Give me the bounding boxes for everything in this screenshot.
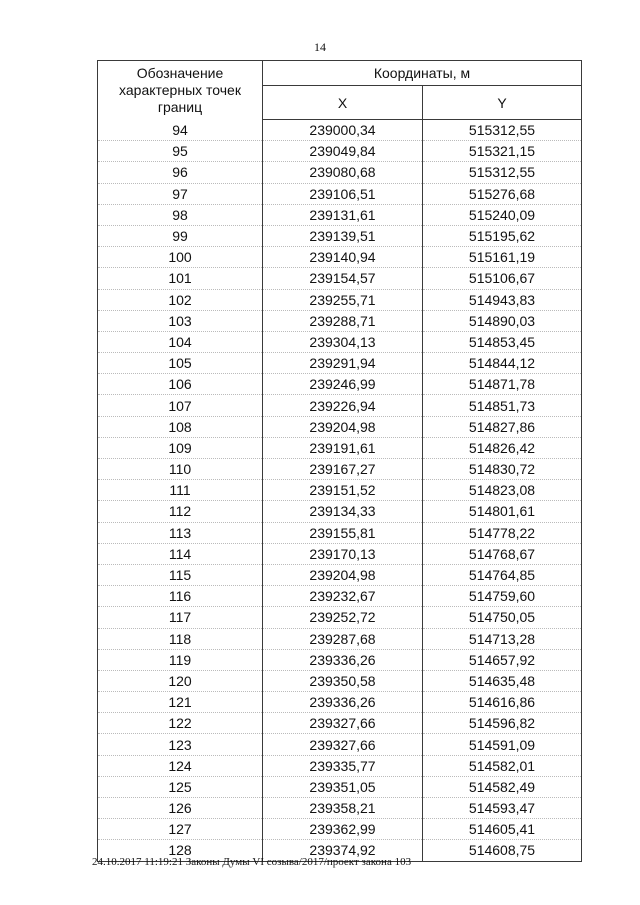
y-cell: 514826,42 — [423, 437, 582, 458]
table-row — [98, 501, 582, 522]
point-cell: 110 — [98, 459, 263, 480]
table-row — [98, 353, 582, 374]
x-cell: 239252,72 — [263, 607, 423, 628]
point-cell: 115 — [98, 564, 263, 585]
table-row — [98, 437, 582, 458]
header-coordinates: Координаты, м — [263, 61, 582, 86]
table-row — [98, 713, 582, 734]
x-cell: 239327,66 — [263, 713, 423, 734]
table-body — [98, 120, 582, 862]
x-cell: 239288,71 — [263, 310, 423, 331]
x-cell: 239336,26 — [263, 649, 423, 670]
table-row — [98, 310, 582, 331]
y-cell: 514823,08 — [423, 480, 582, 501]
footer-stamp: 24.10.2017 11:19:21 Законы Думы VI созыва/2017/проект закона 103 — [92, 856, 412, 868]
table-row — [98, 204, 582, 225]
point-cell: 120 — [98, 670, 263, 691]
table-row — [98, 798, 582, 819]
table-row — [98, 374, 582, 395]
point-cell: 111 — [98, 480, 263, 501]
y-cell: 515312,55 — [423, 120, 582, 141]
table-row — [98, 268, 582, 289]
x-cell: 239255,71 — [263, 289, 423, 310]
table-row — [98, 459, 582, 480]
x-cell: 239304,13 — [263, 331, 423, 352]
point-cell: 105 — [98, 353, 263, 374]
header-x: X — [263, 86, 423, 120]
point-cell: 99 — [98, 225, 263, 246]
table-row — [98, 289, 582, 310]
table-row — [98, 183, 582, 204]
x-cell: 239374,92 — [263, 840, 423, 861]
x-cell: 239335,77 — [263, 755, 423, 776]
point-cell: 106 — [98, 374, 263, 395]
table-row — [98, 564, 582, 585]
x-cell: 239327,66 — [263, 734, 423, 755]
x-cell: 239358,21 — [263, 798, 423, 819]
table-row — [98, 120, 582, 141]
point-cell: 122 — [98, 713, 263, 734]
x-cell: 239226,94 — [263, 395, 423, 416]
point-cell: 125 — [98, 776, 263, 797]
point-cell: 128 — [98, 840, 263, 861]
y-cell: 514605,41 — [423, 819, 582, 840]
table-row — [98, 331, 582, 352]
x-cell: 239291,94 — [263, 353, 423, 374]
table-row — [98, 586, 582, 607]
point-cell: 124 — [98, 755, 263, 776]
table-row — [98, 522, 582, 543]
y-cell: 514844,12 — [423, 353, 582, 374]
point-cell: 98 — [98, 204, 263, 225]
point-cell: 118 — [98, 628, 263, 649]
point-cell: 123 — [98, 734, 263, 755]
point-cell: 95 — [98, 141, 263, 162]
table-row — [98, 734, 582, 755]
y-cell: 515321,15 — [423, 141, 582, 162]
table-row — [98, 628, 582, 649]
x-cell: 239049,84 — [263, 141, 423, 162]
point-cell: 114 — [98, 543, 263, 564]
table-row — [98, 692, 582, 713]
table-row — [98, 670, 582, 691]
x-cell: 239170,13 — [263, 543, 423, 564]
y-cell: 514593,47 — [423, 798, 582, 819]
x-cell: 239246,99 — [263, 374, 423, 395]
point-cell: 102 — [98, 289, 263, 310]
coordinates-table — [97, 60, 582, 862]
x-cell: 239139,51 — [263, 225, 423, 246]
point-cell: 117 — [98, 607, 263, 628]
y-cell: 514582,01 — [423, 755, 582, 776]
table-row — [98, 649, 582, 670]
y-cell: 514764,85 — [423, 564, 582, 585]
point-cell: 116 — [98, 586, 263, 607]
x-cell: 239350,58 — [263, 670, 423, 691]
y-cell: 515161,19 — [423, 247, 582, 268]
point-cell: 126 — [98, 798, 263, 819]
point-cell: 109 — [98, 437, 263, 458]
y-cell: 514778,22 — [423, 522, 582, 543]
y-cell: 514582,49 — [423, 776, 582, 797]
point-cell: 101 — [98, 268, 263, 289]
y-cell: 515276,68 — [423, 183, 582, 204]
point-cell: 96 — [98, 162, 263, 183]
y-cell: 514801,61 — [423, 501, 582, 522]
table-row — [98, 543, 582, 564]
y-cell: 514871,78 — [423, 374, 582, 395]
x-cell: 239151,52 — [263, 480, 423, 501]
y-cell: 514596,82 — [423, 713, 582, 734]
table-row — [98, 141, 582, 162]
y-cell: 514851,73 — [423, 395, 582, 416]
y-cell: 514943,83 — [423, 289, 582, 310]
x-cell: 239232,67 — [263, 586, 423, 607]
point-cell: 127 — [98, 819, 263, 840]
y-cell: 514657,92 — [423, 649, 582, 670]
y-cell: 515240,09 — [423, 204, 582, 225]
x-cell: 239154,57 — [263, 268, 423, 289]
point-cell: 119 — [98, 649, 263, 670]
x-cell: 239336,26 — [263, 692, 423, 713]
y-cell: 514591,09 — [423, 734, 582, 755]
y-cell: 514853,45 — [423, 331, 582, 352]
y-cell: 514608,75 — [423, 840, 582, 861]
table-row — [98, 607, 582, 628]
x-cell: 239134,33 — [263, 501, 423, 522]
y-cell: 515106,67 — [423, 268, 582, 289]
point-cell: 112 — [98, 501, 263, 522]
table-row — [98, 395, 582, 416]
table-row — [98, 247, 582, 268]
point-cell: 100 — [98, 247, 263, 268]
y-cell: 515312,55 — [423, 162, 582, 183]
table-row — [98, 819, 582, 840]
x-cell: 239155,81 — [263, 522, 423, 543]
table-row — [98, 225, 582, 246]
table-row — [98, 416, 582, 437]
y-cell: 514827,86 — [423, 416, 582, 437]
y-cell: 514830,72 — [423, 459, 582, 480]
y-cell: 514635,48 — [423, 670, 582, 691]
x-cell: 239167,27 — [263, 459, 423, 480]
y-cell: 514750,05 — [423, 607, 582, 628]
x-cell: 239204,98 — [263, 416, 423, 437]
x-cell: 239204,98 — [263, 564, 423, 585]
page-number: 14 — [314, 40, 326, 54]
table-header — [98, 61, 582, 120]
x-cell: 239191,61 — [263, 437, 423, 458]
point-cell: 94 — [98, 120, 263, 141]
x-cell: 239000,34 — [263, 120, 423, 141]
point-cell: 107 — [98, 395, 263, 416]
y-cell: 514890,03 — [423, 310, 582, 331]
table-row — [98, 162, 582, 183]
point-cell: 97 — [98, 183, 263, 204]
y-cell: 514713,28 — [423, 628, 582, 649]
point-cell: 104 — [98, 331, 263, 352]
point-cell: 108 — [98, 416, 263, 437]
table-row — [98, 480, 582, 501]
x-cell: 239287,68 — [263, 628, 423, 649]
x-cell: 239106,51 — [263, 183, 423, 204]
x-cell: 239140,94 — [263, 247, 423, 268]
x-cell: 239351,05 — [263, 776, 423, 797]
point-cell: 121 — [98, 692, 263, 713]
y-cell: 515195,62 — [423, 225, 582, 246]
x-cell: 239080,68 — [263, 162, 423, 183]
y-cell: 514759,60 — [423, 586, 582, 607]
header-y: Y — [423, 86, 582, 120]
y-cell: 514768,67 — [423, 543, 582, 564]
point-cell: 103 — [98, 310, 263, 331]
header-point-designation: Обозначение характерных точек границ — [98, 61, 263, 120]
x-cell: 239362,99 — [263, 819, 423, 840]
y-cell: 514616,86 — [423, 692, 582, 713]
point-cell: 113 — [98, 522, 263, 543]
x-cell: 239131,61 — [263, 204, 423, 225]
table-row — [98, 776, 582, 797]
table-row — [98, 755, 582, 776]
